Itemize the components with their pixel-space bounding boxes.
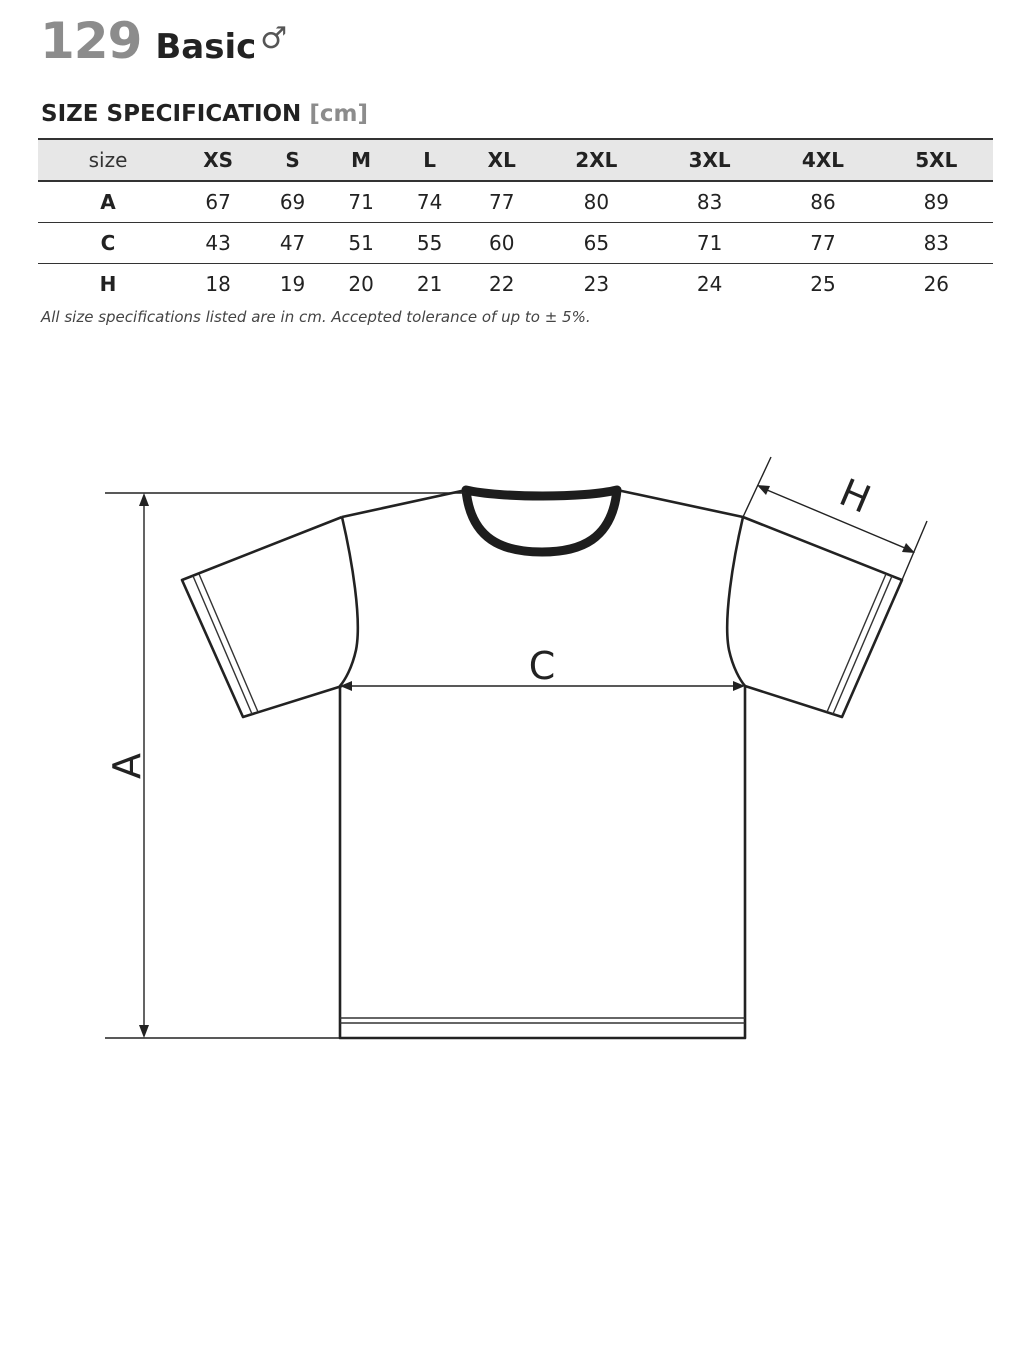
table-cell: 77	[766, 223, 879, 264]
left-shoulder	[342, 490, 466, 517]
male-symbol-icon: ♂	[260, 21, 288, 56]
collar	[466, 490, 617, 552]
table-cell: 23	[583, 272, 610, 296]
size-header-label: size	[38, 139, 178, 181]
spec-unit: [cm]	[309, 101, 368, 127]
table-cell: 67	[178, 181, 258, 223]
table-cell: 25	[810, 272, 836, 296]
row-label: A	[38, 181, 178, 223]
table-cell: 51	[327, 223, 396, 264]
size-header-cell: L	[395, 139, 464, 181]
tshirt-outline	[182, 490, 902, 1038]
table-cell: 77	[464, 181, 540, 223]
table-cell: 83	[653, 181, 766, 223]
size-header-cell: S	[258, 139, 327, 181]
table-cell: 71	[327, 181, 396, 223]
product-code: 129	[40, 12, 142, 70]
table-cell: 21	[416, 272, 443, 296]
size-header-cell: XL	[464, 139, 540, 181]
table-cell: 18	[205, 272, 231, 296]
row-label: H	[99, 272, 117, 296]
table-cell: 55	[395, 223, 464, 264]
size-header-cell: 4XL	[766, 139, 879, 181]
arrow-head-icon	[139, 493, 149, 506]
table-cell: 47	[258, 223, 327, 264]
size-header-cell: 2XL	[540, 139, 653, 181]
table-cell: 83	[880, 223, 993, 264]
table-cell: 89	[880, 181, 993, 223]
tolerance-note: All size specifications listed are in cm. Accepted tolerance of up to ± 5%.	[41, 308, 591, 326]
table-row	[38, 264, 993, 305]
table-cell: 86	[766, 181, 879, 223]
table-cell: 22	[489, 272, 515, 296]
measurement-a	[105, 493, 466, 1038]
label-c: C	[528, 644, 556, 688]
arrow-head-icon	[139, 1025, 149, 1038]
body-outline	[340, 517, 745, 1038]
left-sleeve	[182, 517, 342, 717]
product-name: Basic	[155, 27, 257, 67]
table-cell: 80	[540, 181, 653, 223]
stitch-lines	[193, 574, 892, 1023]
table-cell: 19	[279, 272, 306, 296]
arrow-head-icon	[902, 543, 915, 553]
table-row	[38, 181, 993, 223]
size-header-cell: XS	[178, 139, 258, 181]
size-specification-heading	[41, 101, 368, 127]
table-row	[38, 223, 993, 264]
table-cell: 20	[348, 272, 374, 296]
table-cell: 69	[258, 181, 327, 223]
table-cell: 24	[696, 272, 723, 296]
product-title	[40, 12, 287, 76]
table-cell: 74	[395, 181, 464, 223]
right-sleeve	[743, 517, 902, 717]
table-cell: 26	[923, 272, 950, 296]
size-header-cell: 3XL	[653, 139, 766, 181]
label-a: A	[105, 753, 149, 779]
spec-heading-text: SIZE SPECIFICATION	[41, 101, 302, 127]
row-label: C	[38, 223, 178, 264]
size-header-cell: 5XL	[880, 139, 993, 181]
size-header-row	[38, 139, 993, 181]
measurement-h	[743, 457, 927, 580]
right-shoulder	[617, 490, 743, 517]
arrow-head-icon	[757, 485, 770, 495]
label-h: H	[833, 470, 877, 522]
table-cell: 71	[653, 223, 766, 264]
table-cell: 43	[178, 223, 258, 264]
tshirt-measurement-diagram	[0, 440, 1024, 1060]
size-header-cell: M	[327, 139, 396, 181]
size-table	[38, 138, 993, 304]
table-cell: 60	[464, 223, 540, 264]
table-cell: 65	[540, 223, 653, 264]
